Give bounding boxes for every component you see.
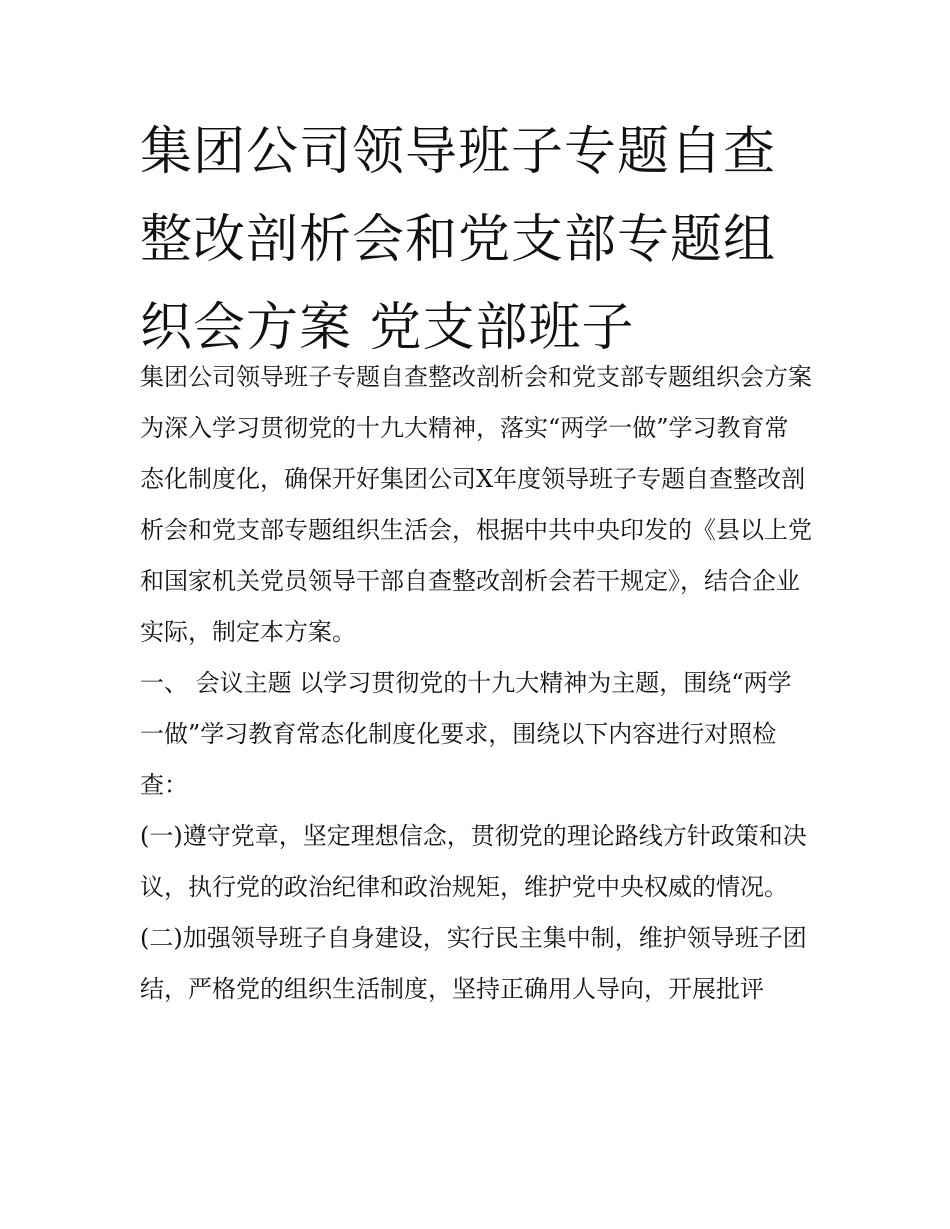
paragraph-section-one: 一、 会议主题 以学习贯彻党的十九大精神为主题，围绕“两学一做”学习教育常态化制度化要求，围绕以下内容进行对照检查： bbox=[140, 669, 792, 799]
paragraph-item-two: (二)加强领导班子自身建设，实行民主集中制，维护领导班子团结，严格党的组织生活制度，坚持正确用人导向，开展批评 bbox=[140, 924, 807, 1003]
paragraph-item-one: (一)遵守党章，坚定理想信念，贯彻党的理论路线方针政策和决议，执行党的政治纪律和政治规矩，维护党中央权威的情况。 bbox=[140, 822, 807, 901]
paragraph-subtitle: 集团公司领导班子专题自查整改剖析会和党支部专题组织会方案 bbox=[140, 363, 812, 391]
paragraph-intro: 为深入学习贯彻党的十九大精神，落实“两学一做”学习教育常态化制度化，确保开好集团公司X年度领导班子专题自查整改剖析会和党支部专题组织生活会，根据中共中央印发的《县以上党和国家机关党员领导干部自查整改剖析会若干规定》，结合企业实际，制定本方案。 bbox=[140, 414, 812, 646]
document-title: 集团公司领导班子专题自查整改剖析会和党支部专题组织会方案 党支部班子 bbox=[140, 122, 777, 358]
document-body bbox=[140, 352, 812, 1015]
